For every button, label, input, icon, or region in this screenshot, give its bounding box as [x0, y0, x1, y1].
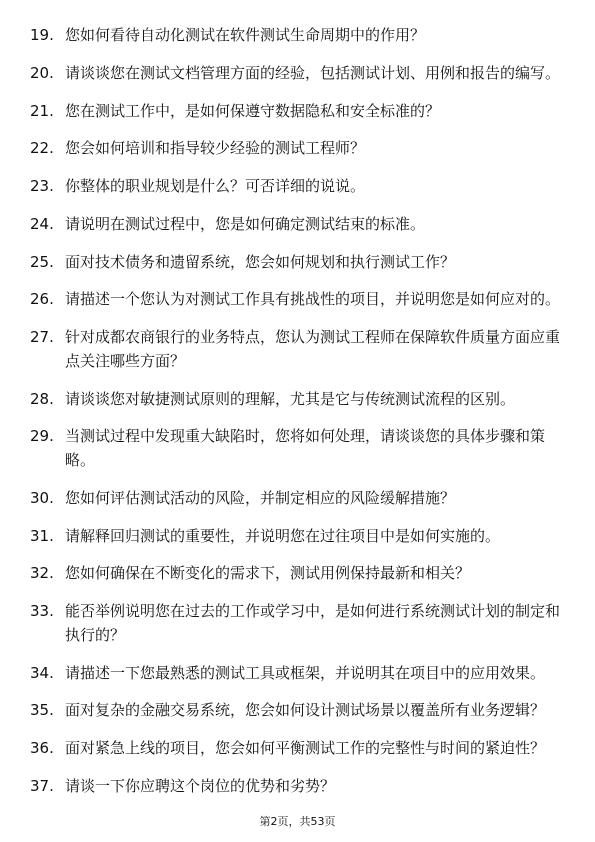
question-text: 请谈谈您对敏捷测试原则的理解，尤其是它与传统测试流程的区别。 — [65, 389, 516, 408]
question-item — [30, 388, 566, 412]
question-text: 你整体的职业规划是什么？可否详细的说说。 — [65, 177, 366, 196]
question-number: 37. — [30, 776, 54, 795]
question-text: 当测试过程中发现重大缺陷时，您将如何处理，请谈谈您的具体步骤和策略。 — [65, 427, 546, 469]
question-text: 请说明在测试过程中，您是如何确定测试结束的标准。 — [65, 214, 426, 233]
question-number: 23. — [30, 177, 54, 196]
question-text: 您在测试工作中，是如何保遵守数据隐私和安全标准的？ — [65, 101, 441, 120]
question-item — [30, 600, 566, 647]
page-number-footer: 第2页，共53页 — [259, 815, 336, 828]
question-number: 22. — [30, 139, 54, 158]
question-number: 19. — [30, 26, 54, 44]
question-item — [30, 24, 566, 48]
question-text: 针对成都农商银行的业务特点，您认为测试工程师在保障软件质量方面应重点关注哪些方面？ — [65, 328, 561, 370]
question-number: 32. — [30, 564, 54, 583]
question-item — [30, 137, 566, 161]
question-text: 请描述一个您认为对测试工作具有挑战性的项目，并说明您是如何应对的。 — [65, 290, 561, 309]
question-item — [30, 251, 566, 275]
question-item — [30, 175, 566, 199]
question-number: 33. — [30, 602, 54, 621]
question-item — [30, 699, 566, 723]
question-item — [30, 288, 566, 312]
question-text: 面对技术债务和遗留系统，您会如何规划和执行测试工作？ — [65, 252, 456, 271]
question-number: 20. — [30, 63, 54, 82]
question-text: 请谈谈您在测试文档管理方面的经验，包括测试计划、用例和报告的编写。 — [65, 63, 561, 82]
question-number: 24. — [30, 214, 54, 233]
question-text: 您会如何培训和指导较少经验的测试工程师？ — [65, 139, 366, 158]
question-text: 您如何看待自动化测试在软件测试生命周期中的作用？ — [65, 26, 426, 44]
question-text: 请描述一下您最熟悉的测试工具或框架，并说明其在项目中的应用效果。 — [65, 663, 546, 682]
question-number: 25. — [30, 252, 54, 271]
question-item — [30, 62, 566, 86]
question-item — [30, 425, 566, 472]
question-item — [30, 737, 566, 761]
question-item — [30, 487, 566, 511]
question-number: 29. — [30, 427, 54, 446]
question-item — [30, 562, 566, 586]
question-list — [30, 24, 566, 813]
question-number: 28. — [30, 389, 54, 408]
question-item — [30, 100, 566, 124]
question-number: 36. — [30, 739, 54, 758]
question-number: 30. — [30, 488, 54, 507]
question-number: 34. — [30, 663, 54, 682]
question-item — [30, 775, 566, 799]
question-text: 面对紧急上线的项目，您会如何平衡测试工作的完整性与时间的紧迫性？ — [65, 739, 546, 758]
question-item — [30, 326, 566, 373]
question-item — [30, 662, 566, 686]
question-text: 请谈一下你应聘这个岗位的优势和劣势？ — [65, 776, 336, 795]
question-item — [30, 525, 566, 549]
question-number: 27. — [30, 328, 54, 347]
question-number: 31. — [30, 526, 54, 545]
question-text: 您如何评估测试活动的风险，并制定相应的风险缓解措施？ — [65, 488, 456, 507]
question-number: 35. — [30, 701, 54, 720]
question-text: 能否举例说明您在过去的工作或学习中，是如何进行系统测试计划的制定和执行的？ — [65, 602, 561, 644]
question-text: 您如何确保在不断变化的需求下，测试用例保持最新和相关？ — [65, 564, 471, 583]
question-item — [30, 213, 566, 237]
question-text: 面对复杂的金融交易系统，您会如何设计测试场景以覆盖所有业务逻辑？ — [65, 701, 546, 720]
question-number: 26. — [30, 290, 54, 309]
question-number: 21. — [30, 101, 54, 120]
question-text: 请解释回归测试的重要性，并说明您在过往项目中是如何实施的。 — [65, 526, 501, 545]
